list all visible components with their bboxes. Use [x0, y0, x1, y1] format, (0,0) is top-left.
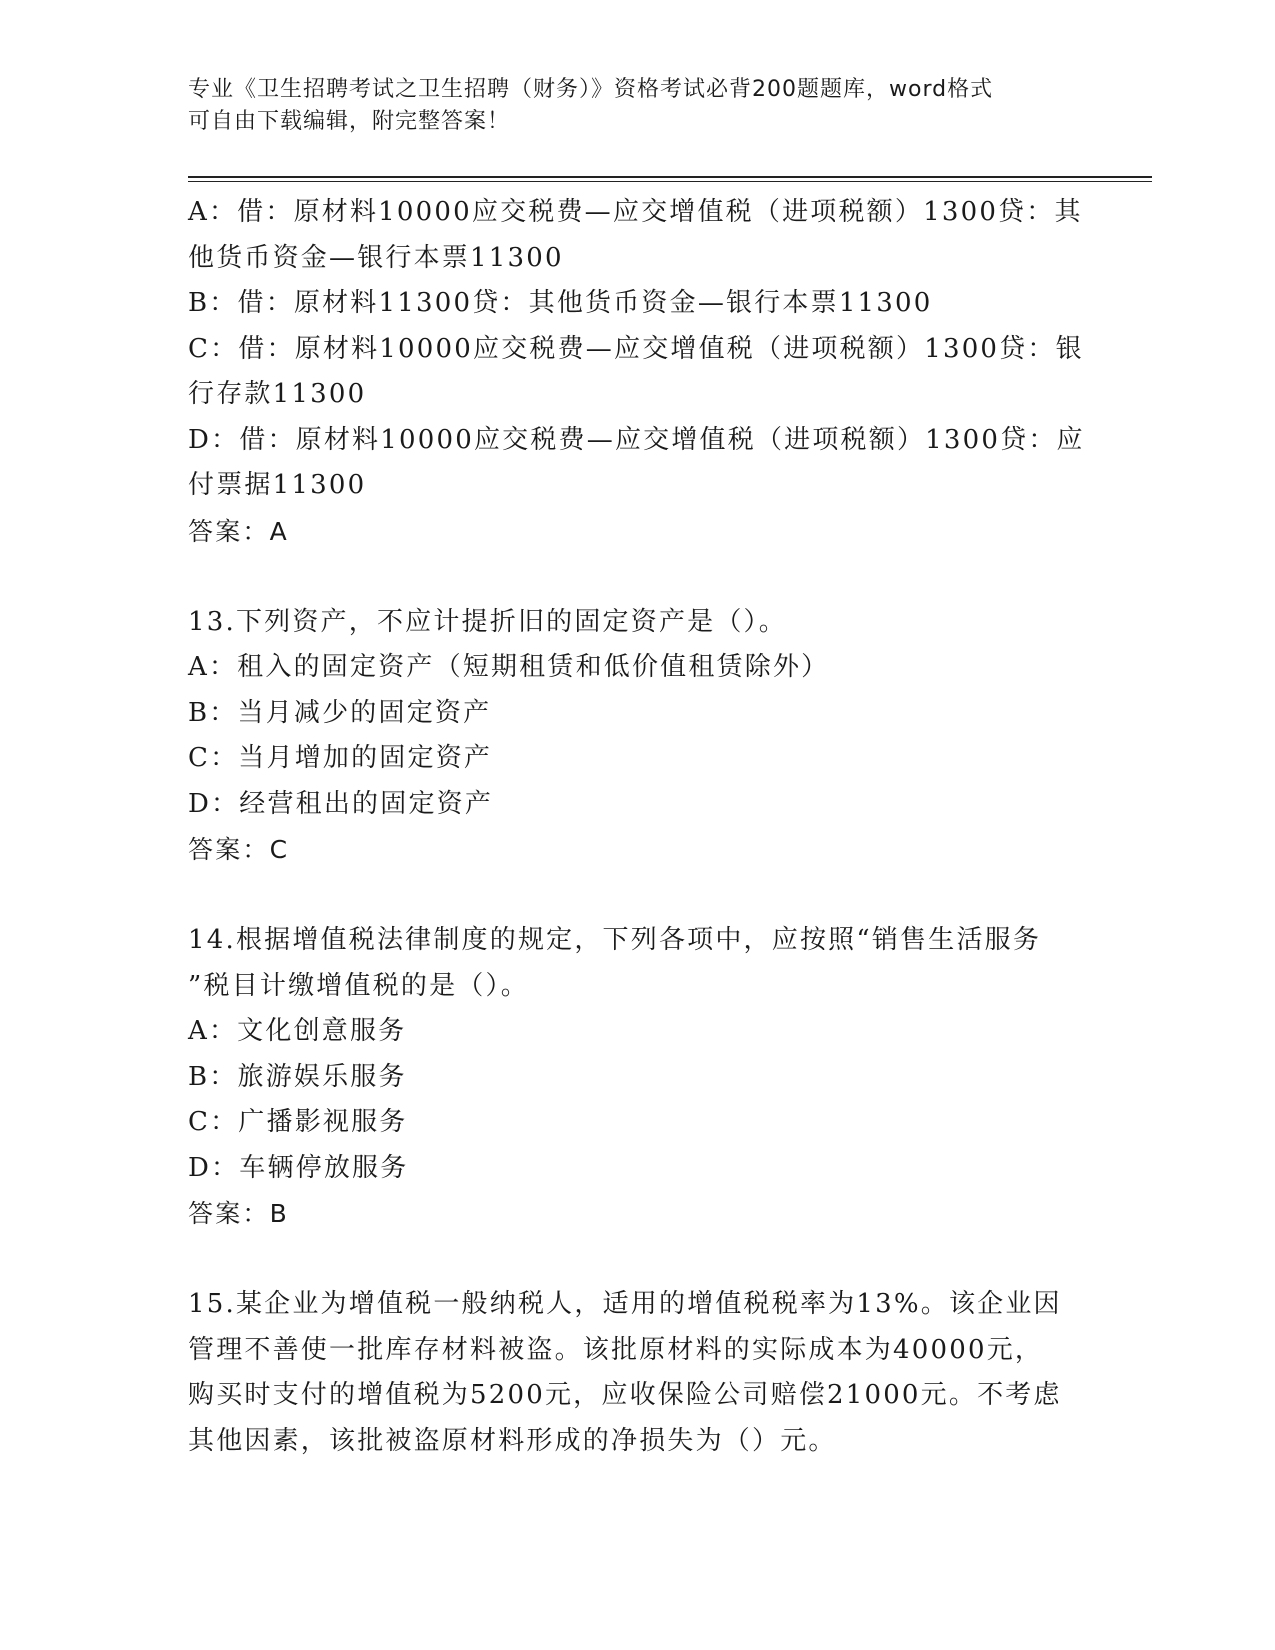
- q14-option-d: D：车辆停放服务: [188, 1152, 409, 1183]
- q15-stem-line-4: 其他因素，该批被盗原材料形成的净损失为（）元。: [188, 1425, 837, 1456]
- q12-option-d-line-2: 付票据11300: [188, 470, 367, 500]
- header-title-line-1: 专业《卫生招聘考试之卫生招聘（财务）》资格考试必背200题题库，word格式: [188, 77, 994, 102]
- question-12-options: [188, 190, 1088, 554]
- q12-option-c-line-1: C：借：原材料10000应交税费—应交增值税（进项税额）1300贷：银: [188, 333, 1084, 364]
- q14-answer: 答案：B: [188, 1199, 289, 1228]
- question-13: [188, 600, 1088, 873]
- q12-option-a-line-1: A：借：原材料10000应交税费—应交增值税（进项税额）1300贷：其: [188, 197, 1083, 227]
- spacer: [188, 554, 1088, 600]
- q15-stem-line-1: 15.某企业为增值税一般纳税人，适用的增值税税率为13%。该企业因: [188, 1289, 1062, 1319]
- q14-stem-line-2: ”税目计缴增值税的是（）。: [188, 970, 529, 1001]
- q14-stem-line-1: 14.根据增值税法律制度的规定，下列各项中，应按照“销售生活服务: [188, 925, 1042, 955]
- header-title-line-2: 可自由下载编辑，附完整答案！: [188, 109, 511, 134]
- q12-option-a-line-2: 他货币资金—银行本票11300: [188, 242, 564, 273]
- header-rule-thin: [188, 181, 1152, 182]
- q12-option-c-line-2: 行存款11300: [188, 379, 367, 409]
- q15-stem-line-2: 管理不善使一批库存材料被盗。该批原材料的实际成本为40000元，: [188, 1334, 1044, 1365]
- q14-option-c: C：广播影视服务: [188, 1107, 408, 1137]
- q13-option-c: C：当月增加的固定资产: [188, 743, 493, 773]
- header-rule-thick: [188, 176, 1152, 178]
- q15-stem-line-3: 购买时支付的增值税为5200元，应收保险公司赔偿21000元。不考虑: [188, 1380, 1062, 1410]
- question-15: [188, 1282, 1088, 1464]
- q12-option-b: B：借：原材料11300贷：其他货币资金—银行本票11300: [188, 288, 933, 318]
- q14-option-b: B：旅游娱乐服务: [188, 1061, 407, 1092]
- q14-option-a: A：文化创意服务: [188, 1016, 407, 1046]
- page-header: [188, 74, 1088, 138]
- q13-option-a: A：租入的固定资产（短期租赁和低价值租赁除外）: [188, 652, 830, 682]
- q13-option-b: B：当月减少的固定资产: [188, 697, 492, 728]
- question-14: [188, 918, 1088, 1237]
- q13-stem: 13.下列资产，不应计提折旧的固定资产是（）。: [188, 606, 787, 637]
- q13-answer: 答案：C: [188, 835, 290, 864]
- q12-answer: 答案：A: [188, 516, 289, 546]
- question-content: [188, 190, 1088, 1464]
- spacer: [188, 1237, 1088, 1283]
- spacer: [188, 873, 1088, 919]
- q13-option-d: D：经营租出的固定资产: [188, 788, 494, 819]
- q12-option-d-line-1: D：借：原材料10000应交税费—应交增值税（进项税额）1300贷：应: [188, 424, 1085, 455]
